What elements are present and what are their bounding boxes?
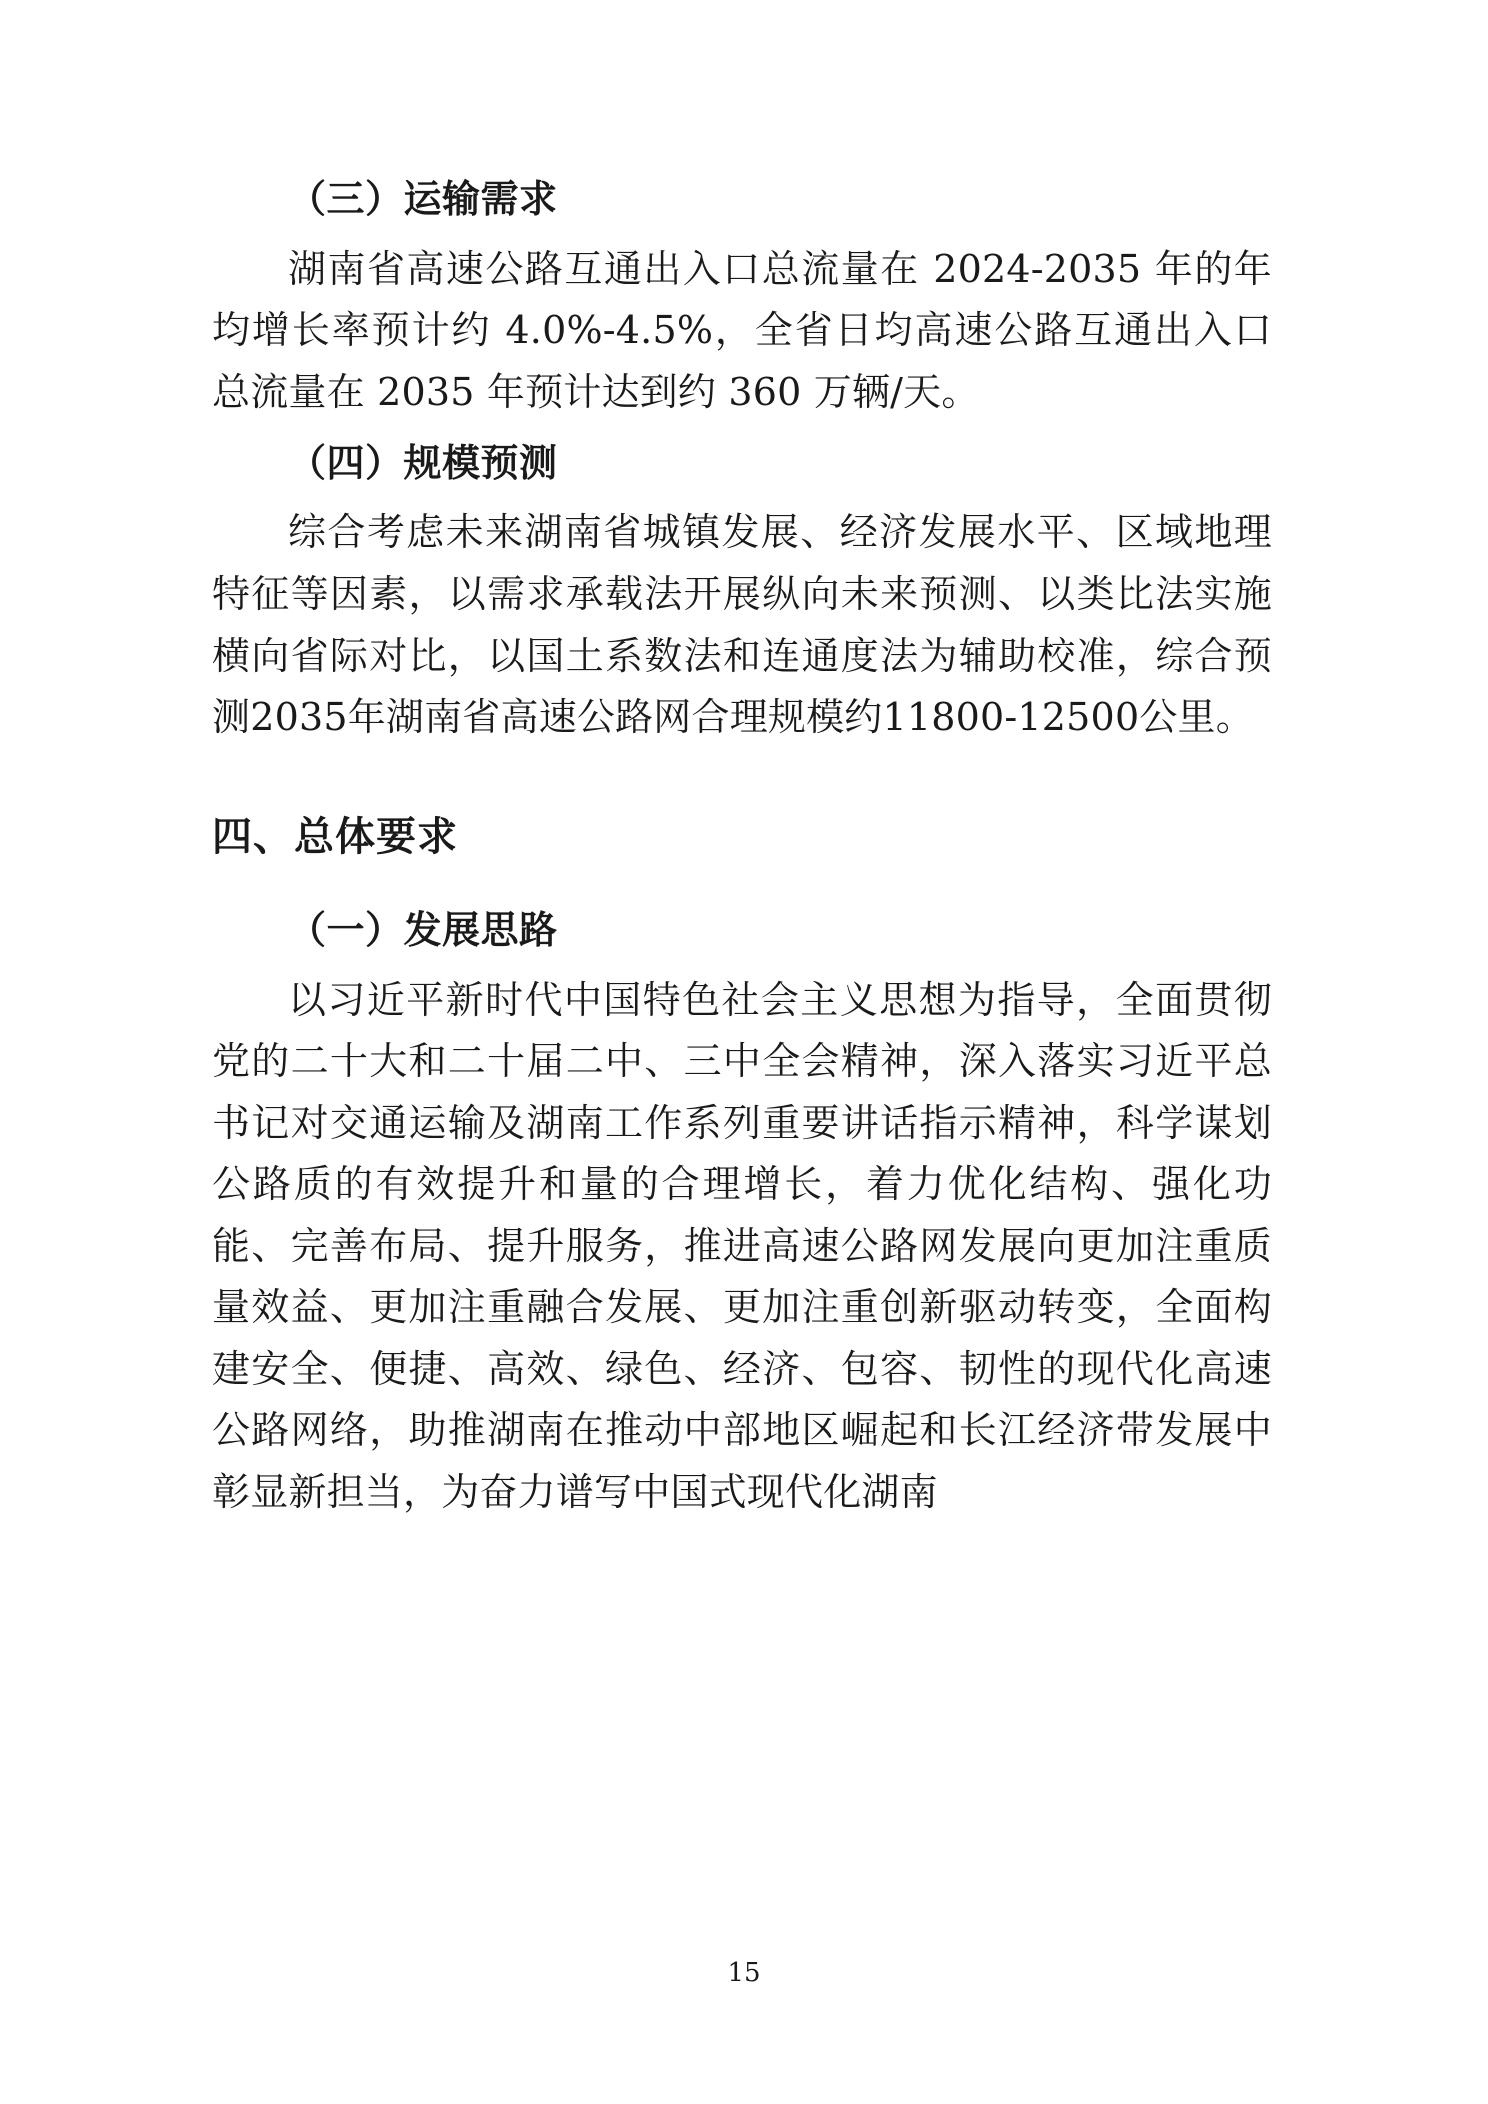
page-number: 15 [727, 1958, 761, 1988]
heading-transport-demand: （三）运输需求 [288, 176, 558, 221]
paragraph-development-approach: 以习近平新时代中国特色社会主义思想为指导，全面贯彻党的二十大和二十届二中、三中全会精神，深入落实习近平总书记对交通运输及湖南工作系列重要讲话指示精神，科学谋划公路质的有效提升和量的合理增长，着力优化结构、强化功能、完善布局、提升服务，推进高速公路网发展向更加注重质量效益、更加注重融合发展、更加注重创新驱动转变，全面构建安全、便捷、高效、绿色、经济、包容、韧性的现代化高速公路网络，助推湖南在推动中部地区崛起和长江经济带发展中彰显新担当，为奋力谱写中国式现代化湖南 [212, 977, 1272, 1514]
paragraph-transport-demand: 湖南省高速公路互通出入口总流量在 2024-2035 年的年均增长率预计约 4.0%-4.5%，全省日均高速公路互通出入口总流量在 2035 年预计达到约 360 万辆/天。 [212, 246, 1272, 414]
document-body [212, 170, 1272, 1523]
heading-development-approach: （一）发展思路 [288, 906, 558, 952]
heading-overall-requirements: 四、总体要求 [212, 813, 458, 860]
heading-scale-forecast: （四）规模预测 [288, 439, 558, 485]
paragraph-scale-forecast: 综合考虑未来湖南省城镇发展、经济发展水平、区域地理特征等因素，以需求承载法开展纵向未来预测、以类比法实施横向省际对比，以国土系数法和连通度法为辅助校准，综合预测2035年湖南省高速公路网合理规模约11800-12500公里。 [212, 510, 1272, 740]
